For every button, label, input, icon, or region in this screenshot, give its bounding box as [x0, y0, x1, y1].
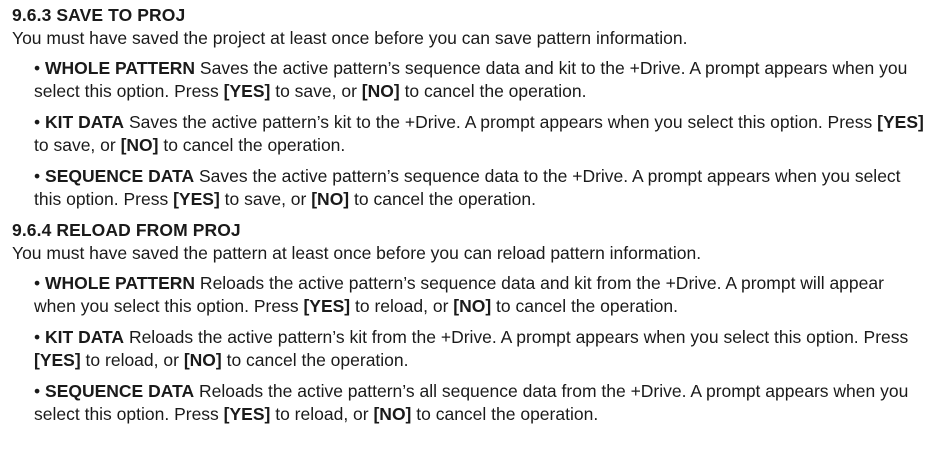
yes-key: [YES]: [34, 350, 81, 370]
list-item: [34, 272, 924, 318]
option-term: SEQUENCE DATA: [45, 166, 195, 186]
option-description: Reloads the active pattern’s kit from the +Drive. A prompt appears when you select this option. Press: [124, 327, 909, 347]
option-text: to save, or: [219, 189, 312, 209]
bullet-icon: •: [34, 58, 41, 78]
no-key: [NO]: [373, 404, 412, 424]
bullet-icon: •: [34, 112, 41, 132]
option-text: to reload, or: [270, 404, 374, 424]
section-intro: You must have saved the pattern at least once before you can reload pattern information.: [12, 243, 702, 263]
no-key: [NO]: [120, 135, 159, 155]
option-text: to cancel the operation.: [399, 81, 587, 101]
bullet-icon: •: [34, 273, 41, 293]
list-item: [34, 326, 924, 372]
option-text: to cancel the operation.: [221, 350, 409, 370]
option-term: WHOLE PATTERN: [45, 58, 196, 78]
yes-key: [YES]: [223, 404, 271, 424]
section-heading: 9.6.4 RELOAD FROM PROJ: [12, 220, 241, 240]
option-text: to reload, or: [80, 350, 184, 370]
yes-key: [YES]: [223, 81, 271, 101]
option-text: to save, or: [270, 81, 362, 101]
section-heading: 9.6.3 SAVE TO PROJ: [12, 5, 186, 25]
option-description: Saves the active pattern’s kit to the +Drive. A prompt appears when you select this option. Press: [124, 112, 878, 132]
option-text: to cancel the operation.: [491, 296, 678, 316]
option-text: to cancel the operation.: [411, 404, 599, 424]
option-description: Saves the active pattern’s sequence data to the +Drive. A prompt appears when you select this option. Press: [34, 166, 901, 209]
no-key: [NO]: [361, 81, 400, 101]
option-text: to save, or: [34, 135, 121, 155]
section-save-to-proj: [12, 4, 946, 211]
option-description: Saves the active pattern’s sequence data and kit to the +Drive. A prompt appears when you select this option. Press: [34, 58, 908, 101]
option-text: to cancel the operation.: [349, 189, 536, 209]
yes-key: [YES]: [877, 112, 924, 132]
option-term: WHOLE PATTERN: [45, 273, 196, 293]
bullet-icon: •: [34, 166, 41, 186]
section-reload-from-proj: [12, 219, 946, 426]
no-key: [NO]: [183, 350, 222, 370]
option-description: Reloads the active pattern’s sequence data and kit from the +Drive. A prompt will appear when you select this option. Press: [34, 273, 884, 316]
list-item: [34, 165, 924, 211]
option-term: SEQUENCE DATA: [45, 381, 195, 401]
bullet-icon: •: [34, 327, 41, 347]
option-description: Reloads the active pattern’s all sequence data from the +Drive. A prompt appears when you select this option. Press: [34, 381, 909, 424]
section-intro: You must have saved the project at least once before you can save pattern information.: [12, 28, 688, 48]
no-key: [NO]: [311, 189, 350, 209]
option-text: to reload, or: [350, 296, 454, 316]
list-item: [34, 57, 924, 103]
yes-key: [YES]: [173, 189, 220, 209]
yes-key: [YES]: [303, 296, 351, 316]
option-list: [12, 57, 946, 211]
list-item: [34, 380, 924, 426]
option-list: [12, 272, 946, 426]
list-item: [34, 111, 924, 157]
option-term: KIT DATA: [45, 327, 125, 347]
bullet-icon: •: [34, 381, 41, 401]
option-term: KIT DATA: [45, 112, 125, 132]
no-key: [NO]: [453, 296, 492, 316]
option-text: to cancel the operation.: [158, 135, 346, 155]
